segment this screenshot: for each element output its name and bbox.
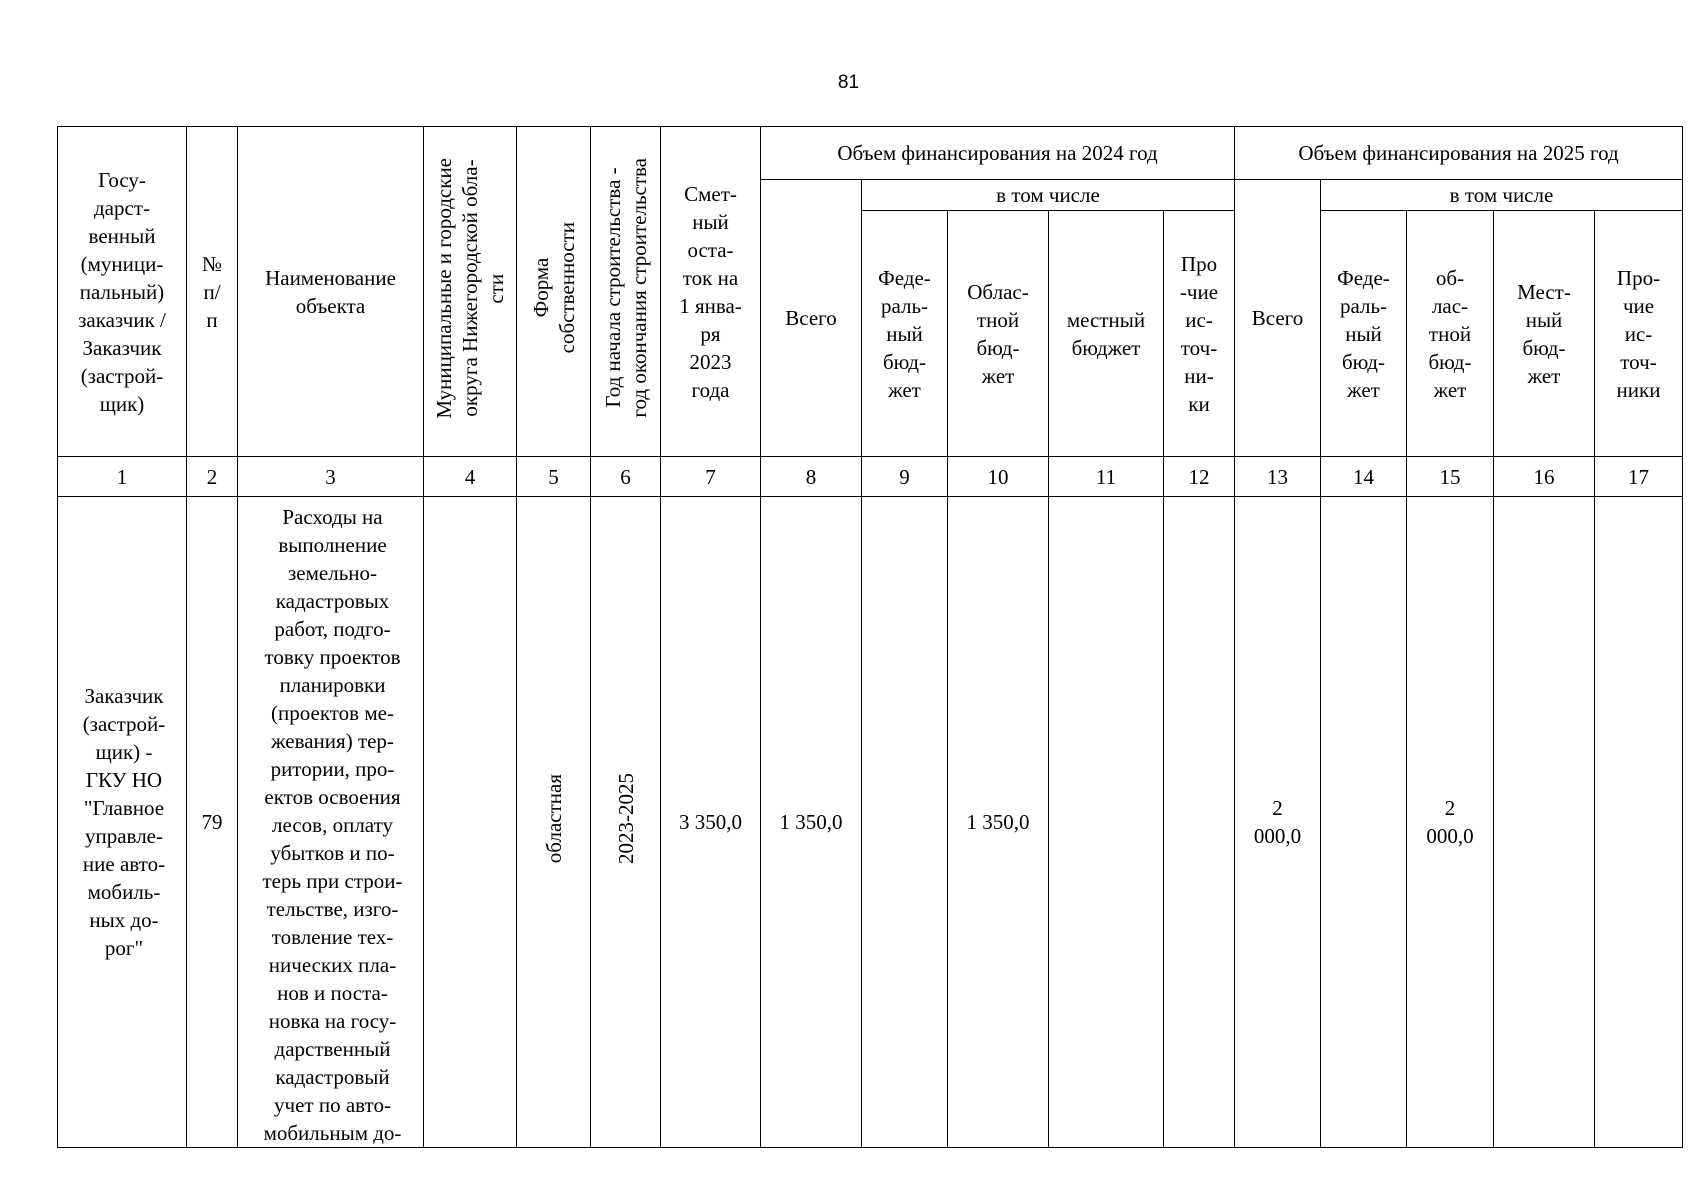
- column-number: 13: [1235, 457, 1321, 497]
- column-number: 4: [424, 457, 517, 497]
- header-num: № п/ п: [187, 127, 238, 457]
- table-row: [58, 497, 1683, 1148]
- column-number: 9: [862, 457, 948, 497]
- header-regional-2025: об- лас- тной бюд- жет: [1407, 211, 1494, 457]
- column-number: 10: [948, 457, 1049, 497]
- header-customer: Госу- дарст- венный (муници- пальный) заказчик / Заказчик (застрой- щик): [58, 127, 187, 457]
- column-number: 15: [1407, 457, 1494, 497]
- header-local-2025: Мест- ный бюд- жет: [1494, 211, 1595, 457]
- header-other-2025: Про- чие ис- точ- ники: [1595, 211, 1683, 457]
- cell-local-2024: [1049, 497, 1164, 1148]
- cell-federal-2025: [1321, 497, 1407, 1148]
- header-districts: Муниципальные и городские округа Нижегородской обла- сти: [424, 127, 517, 457]
- header-name: Наименование объекта: [238, 127, 424, 457]
- column-number: 1: [58, 457, 187, 497]
- column-number: 17: [1595, 457, 1683, 497]
- header-fin-2025: Объем финансирования на 2025 год: [1235, 127, 1683, 180]
- page-number: 81: [837, 72, 860, 93]
- column-number: 8: [761, 457, 862, 497]
- column-number: 7: [661, 457, 761, 497]
- cell-years: 2023-2025: [591, 497, 661, 1148]
- header-federal-2025: Феде- раль- ный бюд- жет: [1321, 211, 1407, 457]
- cell-customer: Заказчик (застрой- щик) - ГКУ НО "Главное управле- ние авто- мобиль- ных до- рог": [58, 497, 187, 1148]
- cell-total-2025: 2 000,0: [1235, 497, 1321, 1148]
- cell-districts: [424, 497, 517, 1148]
- header-federal-2024: Феде- раль- ный бюд- жет: [862, 211, 948, 457]
- cell-ownership: областная: [517, 497, 591, 1148]
- cell-estimate: 3 350,0: [661, 497, 761, 1148]
- header-fin-2024: Объем финансирования на 2024 год: [761, 127, 1235, 180]
- column-number: 6: [591, 457, 661, 497]
- cell-name: Расходы на выполнение земельно- кадастровых работ, подго- товку проектов планировки (проектов ме- жевания) тер- ритории, про- ектов освоения лесов, оплату убытков и по- терь при строи- тельстве, изго- товление тех- нических пла- нов и поста- новка на госу- дарственный кадастровый учет по авто- мобильным до-: [238, 497, 424, 1148]
- cell-other-2024: [1164, 497, 1235, 1148]
- column-number: 14: [1321, 457, 1407, 497]
- column-number: 12: [1164, 457, 1235, 497]
- header-incl-2025: в том числе: [1321, 180, 1683, 211]
- header-years: Год начала строительства - год окончания строительства: [591, 127, 661, 457]
- header-ownership: Форма собственности: [517, 127, 591, 457]
- cell-num: 79: [187, 497, 238, 1148]
- header-incl-2024: в том числе: [862, 180, 1235, 211]
- cell-total-2024: 1 350,0: [761, 497, 862, 1148]
- header-total-2024: Всего: [761, 180, 862, 457]
- cell-local-2025: [1494, 497, 1595, 1148]
- column-numbers-row: [58, 457, 1683, 497]
- column-number: 2: [187, 457, 238, 497]
- header-other-2024: Про -чие ис- точ- ни- ки: [1164, 211, 1235, 457]
- header-local-2024: местный бюджет: [1049, 211, 1164, 457]
- column-number: 11: [1049, 457, 1164, 497]
- cell-other-2025: [1595, 497, 1683, 1148]
- header-estimate: Смет- ный оста- ток на 1 янва- ря 2023 года: [661, 127, 761, 457]
- header-total-2025: Всего: [1235, 180, 1321, 457]
- column-number: 5: [517, 457, 591, 497]
- cell-regional-2025: 2 000,0: [1407, 497, 1494, 1148]
- column-number: 3: [238, 457, 424, 497]
- cell-regional-2024: 1 350,0: [948, 497, 1049, 1148]
- cell-federal-2024: [862, 497, 948, 1148]
- header-regional-2024: Облас- тной бюд- жет: [948, 211, 1049, 457]
- column-number: 16: [1494, 457, 1595, 497]
- financing-table: [57, 126, 1683, 1148]
